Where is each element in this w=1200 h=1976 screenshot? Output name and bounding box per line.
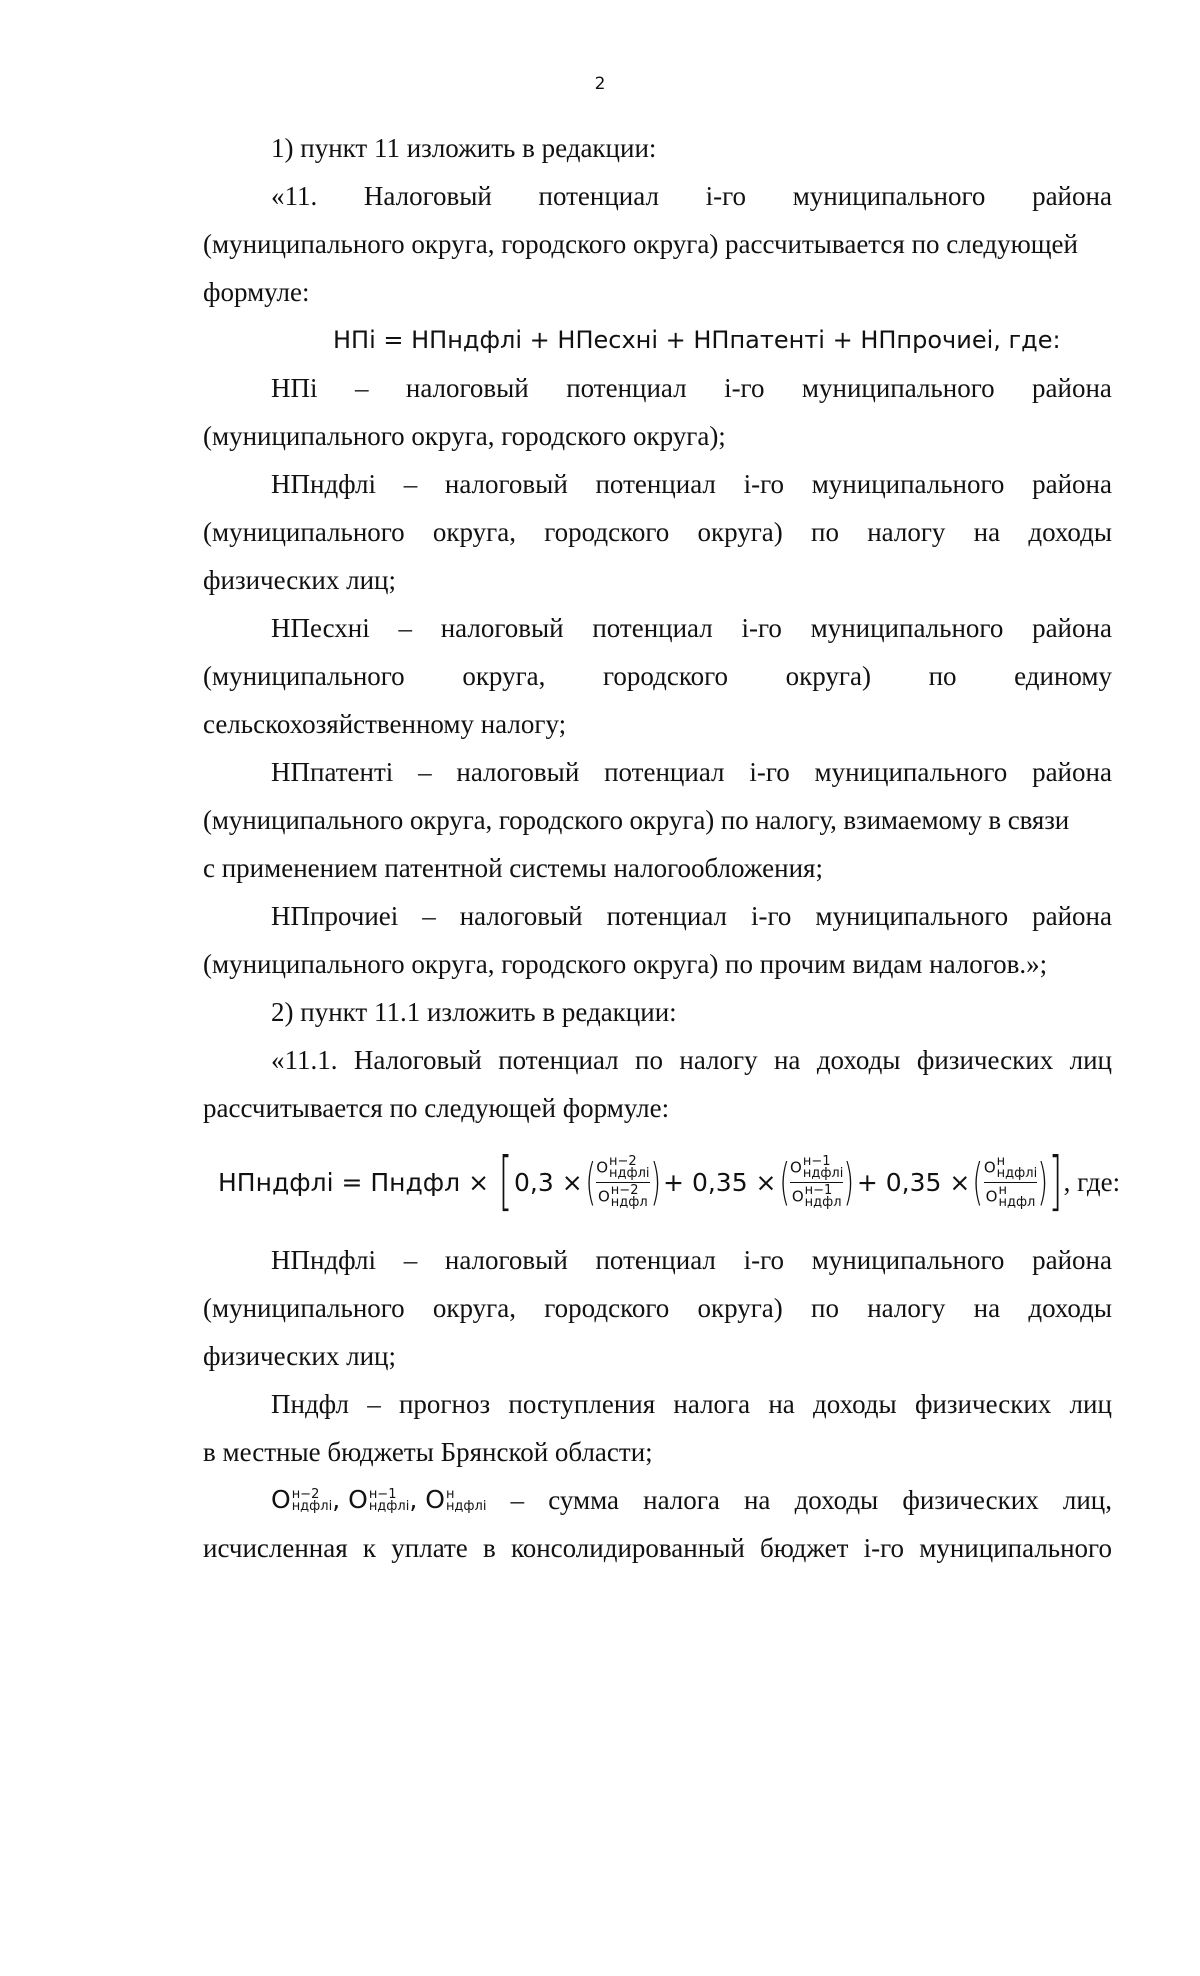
p11-line3: формуле:: [203, 277, 310, 307]
def-o-line1: О н−2 ндфлi , О н−1 ндфлi , О н ндфлi – сумма налога на доходы физических лиц,: [271, 1476, 1112, 1524]
p111-line1: «11.1. Налоговый потенциал по налогу на доходы физических лиц: [271, 1045, 1112, 1075]
def-o-line2: исчисленная к уплате в консолидированный бюджет i-го муниципального: [203, 1533, 1112, 1563]
def-npi-line1: НПi – налоговый потенциал i-го муниципального района: [271, 373, 1112, 403]
p11-line1: «11. Налоговый потенциал i-го муниципального района: [271, 181, 1112, 211]
def-npprochie-line1: НПпрочиеi – налоговый потенциал i-го муниципального района: [271, 901, 1112, 931]
def-npeskhn-line3: сельскохозяйственному налогу;: [203, 709, 567, 739]
def-npndfl-line3: физических лиц;: [203, 565, 396, 595]
def-nppatent-line1: НПпатентi – налоговый потенциал i-го муниципального района: [271, 757, 1112, 787]
def-nppatent-line2: (муниципального округа, городского округа) по налогу, взимаемому в связи: [203, 805, 1070, 835]
def-npndfl2-line1: НПндфлi – налоговый потенциал i-го муниципального района: [271, 1245, 1112, 1275]
def-nppatent-line3: с применением патентной системы налогообложения;: [203, 853, 823, 883]
item1-heading: 1) пункт 11 изложить в редакции:: [271, 133, 657, 163]
right-bracket: ]: [1048, 1145, 1063, 1219]
p11-line2: (муниципального округа, городского округа) рассчитывается по следующей: [203, 229, 1078, 259]
page-number: 2: [594, 74, 606, 94]
formula-np-total: НПi = НПндфлi + НПесхнi + НПпатентi + НПпрочиеi, где:: [333, 326, 1061, 354]
def-npeskhn-line2: (муниципального округа, городского округа) по единому: [203, 661, 1112, 691]
p111-line2: рассчитывается по следующей формуле:: [203, 1093, 670, 1123]
left-bracket: [: [498, 1145, 513, 1219]
item2-heading: 2) пункт 11.1 изложить в редакции:: [271, 997, 677, 1027]
o-symbols: О н−2 ндфлi , О н−1 ндфлi , О н ндфлi: [271, 1485, 487, 1514]
def-npeskhn-line1: НПесхнi – налоговый потенциал i-го муниципального района: [271, 613, 1112, 643]
def-npndfl2-line2: (муниципального округа, городского округа) по налогу на доходы: [203, 1293, 1112, 1323]
fraction-n: О н ндфлi О н ндфл: [983, 1153, 1038, 1210]
def-npndfl2-line3: физических лиц;: [203, 1341, 396, 1371]
formula-npndfl: НПндфлi = Пндфл × [ 0,3 × ( О н−2 ндфлi О н−2 ндфл ) + 0,35 × ( О н−1 ндфлi О н−1 ндфл ) + 0,35 × ( О н ндфлi О н ндфл ) ] , где:: [218, 1145, 1121, 1219]
def-npndfl-line2: (муниципального округа, городского округа) по налогу на доходы: [203, 517, 1112, 547]
def-npi-line2: (муниципального округа, городского округа);: [203, 421, 726, 451]
def-pndfl-line1: Пндфл – прогноз поступления налога на доходы физических лиц: [271, 1389, 1112, 1419]
def-npprochie-line2: (муниципального округа, городского округа) по прочим видам налогов.»;: [203, 949, 1048, 979]
fraction-n1: О н−1 ндфлi О н−1 ндфл: [790, 1153, 844, 1210]
def-pndfl-line2: в местные бюджеты Брянской области;: [203, 1437, 653, 1467]
def-npndfl-line1: НПндфлi – налоговый потенциал i-го муниципального района: [271, 469, 1112, 499]
fraction-n2: О н−2 ндфлi О н−2 ндфл: [596, 1153, 650, 1210]
